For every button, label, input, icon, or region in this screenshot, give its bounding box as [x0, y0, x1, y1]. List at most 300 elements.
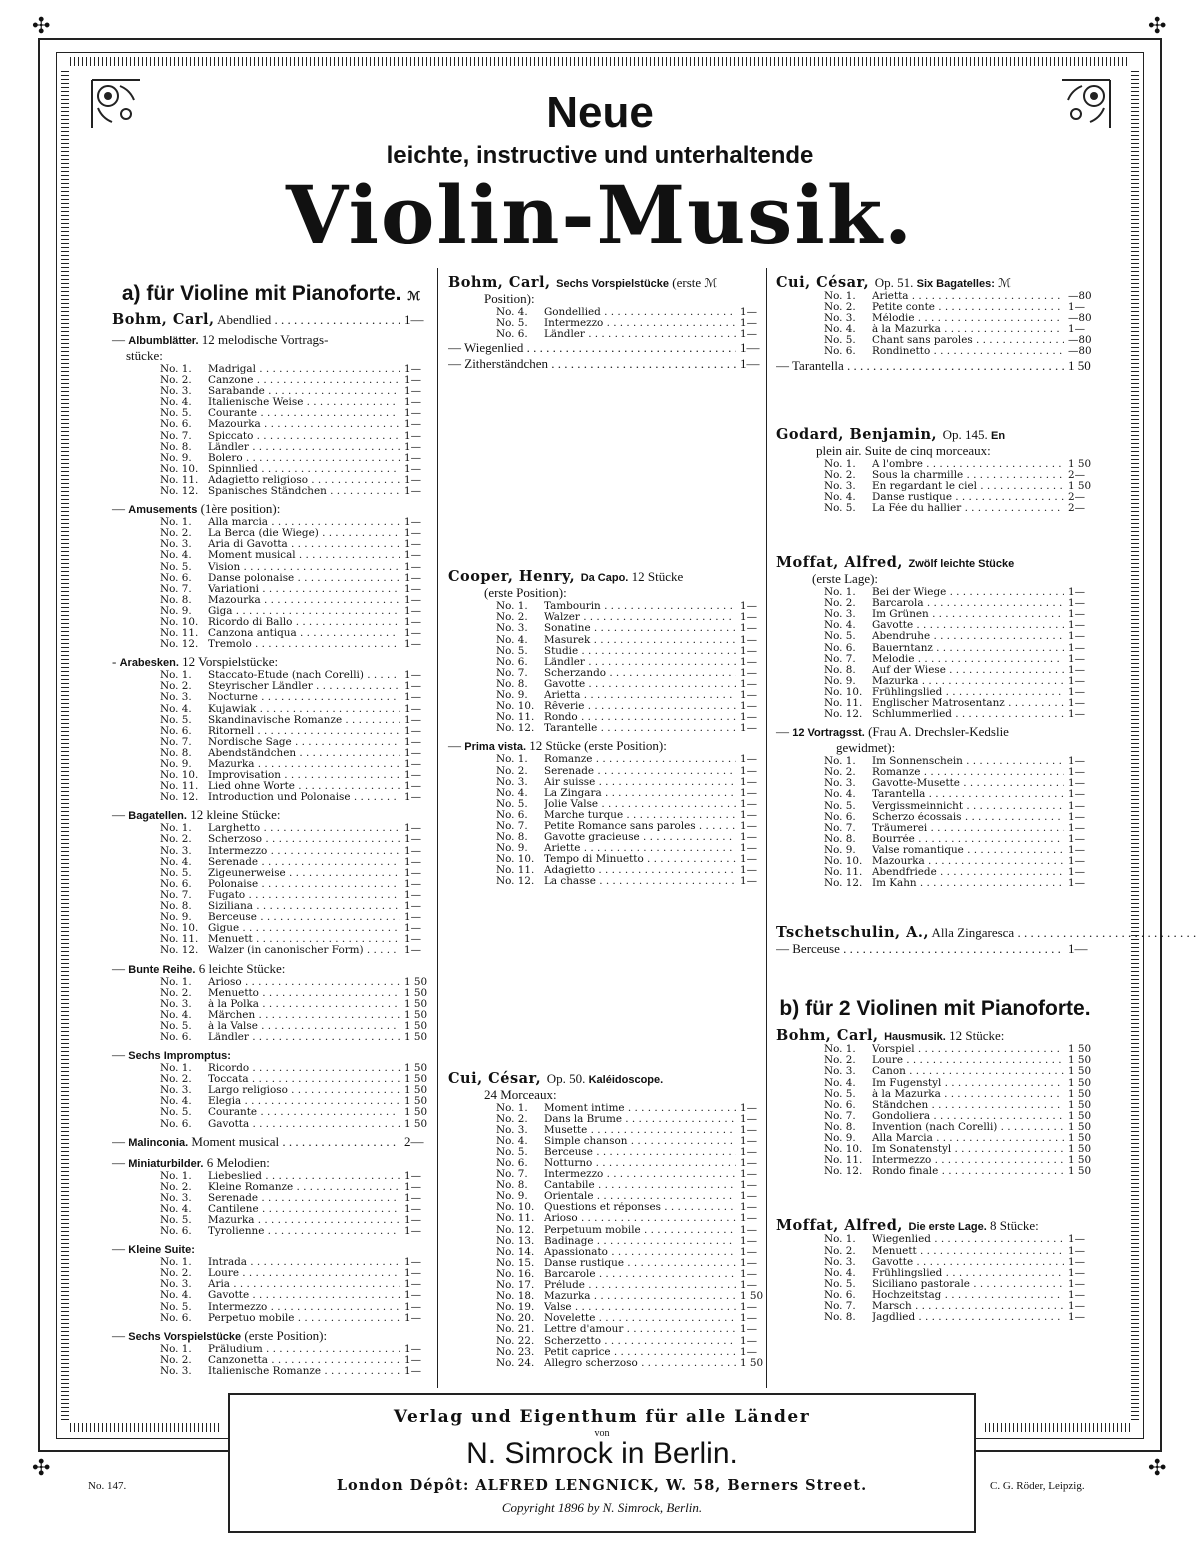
piece-number: No. 2. [496, 1112, 528, 1125]
piece-price: 1— [404, 363, 422, 375]
piece-title: Loure . . . [872, 1055, 1064, 1066]
piece-title: Scherzetto . . . [544, 1336, 736, 1347]
corner-ornament-icon: ✣ [32, 1456, 51, 1481]
piece-title: Serenade . . . [544, 766, 736, 777]
piece-number: No. 6. [160, 1225, 192, 1238]
title-neue: Neue [546, 88, 654, 137]
piece-number: No. 1. [824, 1043, 856, 1056]
piece-title: Intrada . . . [208, 1257, 400, 1268]
right-hatch-border [1131, 70, 1139, 1420]
piece-price: 1— [740, 1145, 758, 1158]
piece-item [776, 878, 1094, 889]
piece-number: No. 22. [496, 1334, 535, 1347]
piece-item [112, 692, 430, 703]
piece-price: 1 50 [1068, 1132, 1092, 1145]
piece-price: 1— [740, 700, 758, 713]
piece-number: No. 5. [160, 713, 192, 726]
piece-number: No. 3. [160, 1278, 192, 1291]
piece-number: No. 5. [160, 1019, 192, 1032]
piece-number: No. 7. [160, 735, 192, 748]
piece-item [776, 1246, 1094, 1257]
piece-title: Alla Marcia . . . [872, 1133, 1064, 1144]
piece-title: Tempo di Minuetto . . . [544, 854, 736, 865]
piece-item [448, 635, 766, 646]
piece-price: 1 50 [404, 1084, 428, 1097]
piece-price: 1— [404, 1300, 422, 1313]
piece-title: Intermezzo . . . [208, 1302, 400, 1313]
piece-item [776, 631, 1094, 642]
piece-title: Intermezzo . . . [872, 1155, 1064, 1166]
piece-number: No. 5. [496, 797, 528, 810]
piece-title: Giga . . . [208, 606, 400, 617]
piece-number: No. 13. [496, 1234, 535, 1247]
piece-title: Präludium . . . [208, 1344, 400, 1355]
piece-title: Rondo finale . . . [872, 1166, 1064, 1177]
piece-title: Loure . . . [208, 1268, 400, 1279]
piece-number: No. 4. [496, 306, 528, 318]
piece-price: 1— [404, 571, 422, 584]
piece-title: Rêverie . . . [544, 701, 736, 712]
piece-price: 1— [1068, 1299, 1086, 1312]
piece-price: 1 50 [1068, 457, 1092, 470]
piece-title: Improvisation . . . [208, 770, 400, 781]
piece-item [112, 945, 430, 956]
piece-price: 1 50 [404, 1008, 428, 1021]
piece-number: No. 10. [824, 685, 863, 698]
piece-price: 2— [1068, 501, 1086, 514]
piece-title: Introduction und Polonaise . . . [208, 792, 400, 803]
piece-number: No. 11. [824, 696, 863, 709]
composer-entry: Moffat, Alfred, Die erste Lage. 8 Stücke: [776, 1217, 1039, 1235]
piece-title: Intermezzo . . . [544, 318, 736, 329]
piece-number: No. 19. [496, 1301, 535, 1314]
piece-number: No. 7. [496, 1168, 528, 1181]
piece-title: Arietta . . . [544, 690, 736, 701]
piece-title: Bourrée . . . [872, 834, 1064, 845]
piece-item [448, 1103, 766, 1114]
piece-price: 1— [404, 407, 422, 420]
piece-list [112, 517, 430, 650]
piece-title: Mazourka . . . [208, 419, 400, 430]
piece-number: No. 5. [824, 501, 856, 514]
piece-number: No. 2. [160, 986, 192, 999]
piece-price: 1— [1068, 766, 1086, 779]
piece-price: 1— [740, 853, 758, 866]
piece-number: No. 5. [496, 317, 528, 330]
piece-item [776, 643, 1094, 654]
piece-number: No. 3. [160, 691, 192, 704]
piece-list [448, 1103, 766, 1369]
piece-price: 1— [1068, 323, 1086, 336]
piece-price: 1— [740, 1323, 758, 1336]
piece-price: 1— [404, 1202, 422, 1215]
piece-title: Sonatine . . . [544, 623, 736, 634]
piece-price: 1— [740, 1279, 758, 1292]
piece-title: Spinnlied . . . [208, 464, 400, 475]
piece-price: 1— [404, 1256, 422, 1269]
piece-price: 1— [1068, 630, 1086, 643]
piece-price: 1— [740, 864, 758, 877]
piece-price: 1 50 [404, 1062, 428, 1075]
piece-number: No. 10. [496, 1201, 535, 1214]
piece-number: No. 5. [160, 1300, 192, 1313]
piece-title: Ländler . . . [208, 1032, 400, 1043]
piece-price: 1— [404, 429, 422, 442]
piece-item [776, 789, 1094, 800]
piece-price: 1— [1068, 821, 1086, 834]
piece-item [776, 346, 1094, 357]
piece-price: 1— [740, 1134, 758, 1147]
piece-title: Träumerei . . . [872, 823, 1064, 834]
piece-title: Masurek . . . [544, 635, 736, 646]
piece-item [776, 1312, 1094, 1323]
piece-number: No. 2. [160, 1073, 192, 1086]
piece-title: Tyrolienne . . . [208, 1226, 400, 1237]
piece-price: 1— [740, 1301, 758, 1314]
piece-price: 1— [740, 1345, 758, 1358]
piece-price: 1— [404, 593, 422, 606]
piece-title: Romanze . . . [872, 767, 1064, 778]
piece-price: 1— [1068, 1277, 1086, 1290]
piece-item [776, 503, 1094, 514]
piece-price: 1— [404, 769, 422, 782]
piece-price: 1— [740, 711, 758, 724]
piece-title: Gavotte-Musette . . . [872, 778, 1064, 789]
piece-title: Rondinetto . . . [872, 346, 1064, 357]
work-entry: — Wiegenlied . . . 1— [448, 340, 766, 356]
piece-title: Canon . . . [872, 1066, 1064, 1077]
piece-title: à la Polka . . . [208, 999, 400, 1010]
piece-number: No. 6. [496, 655, 528, 668]
corner-ornament-icon: ✣ [32, 14, 51, 39]
piece-number: No. 5. [824, 334, 856, 347]
piece-title: Frühlingslied . . . [872, 687, 1064, 698]
piece-number: No. 7. [160, 429, 192, 442]
piece-title: Im Sonatenstyl . . . [872, 1144, 1064, 1155]
piece-title: Danse rustique . . . [872, 492, 1064, 503]
piece-title: Märchen . . . [208, 1010, 400, 1021]
piece-price: 1— [740, 1179, 758, 1192]
piece-list [112, 823, 430, 956]
piece-title: Tremolo . . . [208, 639, 400, 650]
piece-title: Spiccato . . . [208, 431, 400, 442]
piece-price: 1 50 [1068, 1043, 1092, 1056]
piece-number: No. 15. [496, 1256, 535, 1269]
piece-price: 1— [740, 1245, 758, 1258]
piece-number: No. 10. [496, 853, 535, 866]
piece-title: Studie . . . [544, 646, 736, 657]
piece-title: Courante . . . [208, 1107, 400, 1118]
piece-item [112, 1290, 430, 1301]
piece-price: 1— [1068, 755, 1086, 768]
piece-price: 1— [740, 600, 758, 613]
piece-title: Aria . . . [208, 1279, 400, 1290]
piece-price: 1— [740, 808, 758, 821]
piece-title: Valse romantique . . . [872, 845, 1064, 856]
piece-price: 1— [740, 1112, 758, 1125]
piece-title: Vorspiel . . . [872, 1044, 1064, 1055]
piece-price: 1— [1068, 1311, 1086, 1324]
work-entry: — Zitherständchen . . . 1— [448, 356, 766, 372]
piece-title: Serenade . . . [208, 857, 400, 868]
piece-number: No. 18. [496, 1290, 535, 1303]
piece-number: No. 12. [160, 638, 199, 651]
piece-number: No. 6. [160, 1030, 192, 1043]
piece-number: No. 7. [496, 819, 528, 832]
piece-list [776, 291, 1094, 358]
piece-title: Variationi . . . [208, 584, 400, 595]
piece-title: Jolie Valse . . . [544, 799, 736, 810]
piece-title: Vision . . . [208, 562, 400, 573]
piece-item [112, 977, 430, 988]
piece-price: 1— [1068, 810, 1086, 823]
piece-item [448, 754, 766, 765]
section-b-heading: b) für 2 Violinen mit Pianoforte. [779, 997, 1091, 1021]
piece-number: No. 5. [160, 866, 192, 879]
title-subtitle: leichte, instructive und unterhaltende [386, 142, 814, 169]
piece-title: A l'ombre . . . [872, 459, 1064, 470]
piece-title: à la Valse . . . [208, 1021, 400, 1032]
piece-title: Prélude . . . [544, 1280, 736, 1291]
piece-title: Walzer . . . [544, 612, 736, 623]
piece-number: No. 2. [824, 766, 856, 779]
piece-item [112, 562, 430, 573]
piece-number: No. 3. [496, 775, 528, 788]
piece-title: Zigeunerweise . . . [208, 868, 400, 879]
piece-title: Adagietto . . . [544, 865, 736, 876]
column-3: Cui, César, Op. 51. Six Bagatelles: ℳ No. 1. Arietta . . . —80 No. 2. Petite conte . . . 1— No. 3. Mélodie . . . —80 No. 4. à la Mazurka . . . 1— No. 5. Chant sans paroles . . . —80 No. 6. Rondinetto . . . —80 — Tarantella . . . 1 50 Godard, Benjamin, Op. 145. En plein air. Suite de cinq morceaux: No. 1. A l'ombre . . . 1 50 No. 2. Sous la charmille . . . 2— No. 3. En regardant le ciel . . . 1 50 No. 4. Danse rustique . . . 2— No. 5. La Fée du hallier . . . 2— Moffat, Alfred, Zwölf leichte Stücke (erste Lage): No. 1. Bei der Wiege . . . 1— No. 2. Barcarola . . . 1— No. 3. Im Grünen . . . 1— No. 4. Gavotte . . . 1— No. 5. Abendruhe . . . 1— No. 6. Bauerntanz . . . 1— No. 7. Melodie . . . 1— No. 8. Auf der Wiese . . . 1— No. 9. Mazurka . . . 1— No. 10. Frühlingslied . . . 1— No. 11. Englischer Matrosentanz . . . 1— No. 12. Schlummerlied . . . 1— — 12 Vortragsst. (Frau A. Drechsler-Kedslie gewidmet): No. 1. Im Sonnenschein . . . 1— No. 2. Romanze . . . 1— No. 3. Gavotte-Musette . . . 1— No. 4. Tarantella . . . 1— No. 5. Vergissmeinnicht . . . 1— No. 6. Scherzo écossais . . . 1— No. 7. Träumerei . . . 1— No. 8. Bourrée . . . 1— No. 9. Valse romantique . . . 1— No. 10. Mazourka . . . 1— No. 11. Abendfriede . . . 1— No. 12. Im Kahn . . . 1— Tschetschulin, A., Alla Zingaresca . . . — Berceuse . . . 1— b) für 2 Violinen mit Pianoforte. Bohm, Carl, Hausmusik. 12 Stücke: No. 1. Vorspiel . . . 1 50 No. 2. Loure . . . 1 50 No. 3. Canon . . . 1 50 No. 4. Im Fugenstyl . . . 1 50 No. 5. à la Mazurka . . . 1 50 No. 6. Ständchen . . . 1 50 No. 7. Gondoliera . . . 1 50 No. 8. Invention (nach Corelli) . . . 1 50 No. 9. Alla Marcia . . . 1 50 No. 10. Im Sonatenstyl . . . 1 50 No. 11. Intermezzo . . . 1 50 No. 12. Rondo finale . . . 1 50 Moffat, Alfred, Die erste Lage. 8 Stücke: No. 1. Wiegenlied . . . 1— No. 2. Menuett . . . 1— No. 3. Gavotte . . . 1— No. 4. Frühlingslied . . . 1— No. 5. Siciliano pastorale . . . 1— No. 6. Hochzeitstag . . . 1— No. 7. Marsch . . . 1— No. 8. Jagdlied . . . 1— [776, 270, 1094, 1323]
piece-item [112, 1313, 430, 1324]
piece-number: No. 3. [496, 1123, 528, 1136]
piece-number: No. 4. [160, 396, 192, 409]
piece-title: Scherzoso . . . [208, 834, 400, 845]
piece-price: 1— [1068, 696, 1086, 709]
work-heading: — Prima vista. 12 Stücke (erste Position): [448, 738, 667, 754]
piece-number: No. 12. [496, 1223, 535, 1236]
piece-item [112, 1119, 430, 1130]
piece-number: No. 4. [160, 702, 192, 715]
publisher-rights: Verlag und Eigenthum für alle Länder [393, 1407, 811, 1427]
piece-list [112, 977, 430, 1044]
piece-price: 1— [404, 855, 422, 868]
piece-title: Invention (nach Corelli) . . . [872, 1122, 1064, 1133]
work-heading: — Bagatellen. 12 kleine Stücke: [112, 807, 281, 823]
piece-price: 1— [740, 1256, 758, 1269]
piece-price: 1— [404, 713, 422, 726]
work-entry: Tschetschulin, A., Alla Zingaresca . . . [776, 925, 1094, 941]
piece-price: 1— [740, 689, 758, 702]
piece-number: No. 4. [160, 549, 192, 562]
piece-number: No. 4. [824, 619, 856, 632]
piece-price: 1— [740, 633, 758, 646]
piece-list [112, 1171, 430, 1238]
piece-item [448, 1358, 766, 1369]
piece-item [776, 1066, 1094, 1077]
piece-price: 1— [404, 1191, 422, 1204]
copyright-notice: Copyright 1896 by N. Simrock, Berlin. [501, 1500, 703, 1515]
piece-price: 1— [404, 1311, 422, 1324]
piece-title: Kleine Romanze . . . [208, 1182, 400, 1193]
piece-number: No. 3. [160, 538, 192, 551]
piece-price: 1— [404, 1364, 422, 1377]
piece-list [448, 601, 766, 734]
piece-price: 1— [1068, 788, 1086, 801]
work-entry: — Berceuse . . . 1— [776, 941, 1094, 957]
piece-price: 1— [740, 1234, 758, 1247]
piece-number: No. 4. [160, 1289, 192, 1302]
piece-title: Aria di Gavotta . . . [208, 539, 400, 550]
piece-number: No. 10. [160, 922, 199, 935]
composer-name: Bohm, Carl, [112, 312, 215, 328]
piece-number: No. 2. [496, 764, 528, 777]
piece-price: 1— [740, 655, 758, 668]
piece-number: No. 6. [160, 877, 192, 890]
piece-price: 1— [740, 842, 758, 855]
piece-price: —80 [1068, 312, 1092, 325]
piece-title: Perpetuum mobile . . . [544, 1225, 736, 1236]
piece-title: Walzer (in canonischer Form) . . . [208, 945, 400, 956]
piece-number: No. 9. [824, 1132, 856, 1145]
piece-item [448, 623, 766, 634]
bottom-hatch-border-left [70, 1423, 220, 1432]
piece-number: No. 11. [160, 473, 199, 486]
piece-number: No. 5. [160, 1106, 192, 1119]
piece-number: No. 5. [496, 1145, 528, 1158]
piece-title: Lied ohne Worte . . . [208, 781, 400, 792]
piece-number: No. 8. [160, 593, 192, 606]
piece-title: Mélodie . . . [872, 313, 1064, 324]
piece-title: Barcarole . . . [544, 1269, 736, 1280]
piece-number: No. 8. [496, 1179, 528, 1192]
piece-number: No. 4. [160, 855, 192, 868]
piece-number: No. 4. [824, 323, 856, 336]
composer-entry: Bohm, Carl, Hausmusik. 12 Stücke: [776, 1027, 1005, 1045]
piece-price: 1— [740, 1267, 758, 1280]
piece-number: No. 4. [496, 1134, 528, 1147]
piece-number: No. 1. [824, 457, 856, 470]
piece-price: 1— [404, 440, 422, 453]
piece-price: 1— [1068, 586, 1086, 599]
printer-credit: C. G. Röder, Leipzig. [990, 1480, 1085, 1492]
piece-price: 1 50 [1068, 1120, 1092, 1133]
piece-number: No. 6. [160, 418, 192, 431]
piece-list [112, 364, 430, 497]
piece-price: 1 50 [404, 1106, 428, 1119]
piece-title: Frühlingslied . . . [872, 1268, 1064, 1279]
piece-price: 1— [404, 1225, 422, 1238]
piece-number: No. 2. [824, 1244, 856, 1257]
piece-item [112, 704, 430, 715]
piece-number: No. 6. [160, 1311, 192, 1324]
piece-item [776, 709, 1094, 720]
piece-title: Berceuse . . . [208, 912, 400, 923]
piece-number: No. 2. [160, 1180, 192, 1193]
piece-title: Arioso . . . [544, 1213, 736, 1224]
piece-title: Apassionato . . . [544, 1247, 736, 1258]
piece-item [776, 1234, 1094, 1245]
piece-number: No. 9. [160, 911, 192, 924]
piece-title: Abendruhe . . . [872, 631, 1064, 642]
piece-price: 1— [404, 922, 422, 935]
piece-title: Bolero . . . [208, 453, 400, 464]
piece-item [448, 876, 766, 887]
piece-title: Barcarola . . . [872, 598, 1064, 609]
left-hatch-border [61, 70, 69, 1420]
piece-price: 1— [1068, 799, 1086, 812]
piece-title: Englischer Matrosentanz . . . [872, 698, 1064, 709]
piece-title: Moment intime . . . [544, 1103, 736, 1114]
piece-item [112, 639, 430, 650]
piece-number: No. 12. [496, 722, 535, 735]
piece-title: Mazurka . . . [208, 759, 400, 770]
piece-number: No. 1. [824, 586, 856, 599]
bottom-hatch-border-right [985, 1423, 1130, 1432]
piece-title: Sous la charmille . . . [872, 470, 1064, 481]
piece-price: 1— [404, 549, 422, 562]
piece-title: Notturno . . . [544, 1158, 736, 1169]
piece-price: 1— [404, 780, 422, 793]
piece-title: Siciliano pastorale . . . [872, 1279, 1064, 1290]
piece-item [448, 766, 766, 777]
piece-price: 1— [740, 797, 758, 810]
piece-title: Abendfriede . . . [872, 867, 1064, 878]
piece-price: 1— [404, 680, 422, 693]
piece-number: No. 1. [496, 1101, 528, 1114]
piece-number: No. 16. [496, 1267, 535, 1280]
piece-price: 1— [404, 669, 422, 682]
piece-number: No. 4. [496, 786, 528, 799]
piece-number: No. 7. [824, 821, 856, 834]
piece-list [776, 1044, 1094, 1177]
piece-number: No. 5. [160, 407, 192, 420]
piece-item [776, 1078, 1094, 1089]
piece-price: 2— [1068, 468, 1086, 481]
piece-title: Largo religioso . . . [208, 1085, 400, 1096]
piece-price: 1— [404, 844, 422, 857]
piece-price: 1 50 [404, 1030, 428, 1043]
piece-price: 1— [404, 691, 422, 704]
composer-entry: Bohm, Carl, Sechs Vorspielstücke (erste ℳ [448, 274, 718, 291]
work-heading: — Amusements (1ère position): [112, 501, 281, 517]
piece-price: 1 50 [1068, 1065, 1092, 1078]
piece-number: No. 8. [160, 746, 192, 759]
piece-price: 1 50 [1068, 479, 1092, 492]
piece-price: 1— [404, 451, 422, 464]
piece-number: No. 12. [824, 1165, 863, 1178]
piece-price: 1— [404, 1180, 422, 1193]
piece-title: Scherzando . . . [544, 668, 736, 679]
piece-title: Ricordo . . . [208, 1063, 400, 1074]
piece-price: 1— [740, 306, 758, 318]
piece-price: 1— [404, 374, 422, 387]
piece-price: 1— [1068, 1233, 1086, 1246]
piece-price: 1— [404, 527, 422, 540]
piece-title: Nocturne . . . [208, 692, 400, 703]
piece-price: 1— [740, 328, 758, 341]
piece-title: Ariette . . . [544, 843, 736, 854]
piece-title: Italienische Weise . . . [208, 397, 400, 408]
piece-item [112, 1107, 430, 1118]
piece-price: 1— [404, 462, 422, 475]
piece-price: 1— [404, 833, 422, 846]
piece-number: No. 1. [160, 975, 192, 988]
piece-number: No. 12. [160, 485, 199, 498]
column-2: Bohm, Carl, Sechs Vorspielstücke (erste ℳ Position): No. 4. Gondellied . . . 1— No. 5. Intermezzo . . . 1— No. 6. Ländler . . . 1— — Wiegenlied . . . 1— — Zitherständchen . . . 1— Cooper, Henry, Da Capo. 12 Stücke (erste Position): No. 1. Tambourin . . . 1— No. 2. Walzer . . . 1— No. 3. Sonatine . . . 1— No. 4. Masurek . . . 1— No. 5. Studie . . . 1— No. 6. Ländler . . . 1— No. 7. Scherzando . . . 1— No. 8. Gavotte . . . 1— No. 9. Arietta . . . 1— No. 10. Rêverie . . . 1— No. 11. Rondo . . . 1— No. 12. Tarantelle . . . 1— — Prima vista. 12 Stücke (erste Position): No. 1. Romanze . . . 1— No. 2. Serenade . . . 1— No. 3. Air suisse . . . 1— No. 4. La Zingara . . . 1— No. 5. Jolie Valse . . . 1— No. 6. Marche turque . . . 1— No. 7. Petite Romance sans paroles . . . 1— No. 8. Gavotte gracieuse . . . 1— No. 9. Ariette . . . 1— No. 10. Tempo di Minuetto . . . 1— No. 11. Adagietto . . . 1— No. 12. La chasse . . . 1— Cui, César, Op. 50. Kaléidoscope. 24 Morceaux: No. 1. Moment intime . . . 1— No. 2. Dans la Brume . . . 1— No. 3. Musette . . . 1— No. 4. Simple chanson . . . 1— No. 5. Berceuse . . . 1— No. 6. Notturno . . . 1— No. 7. Intermezzo . . . 1— No. 8. Cantabile . . . 1— No. 9. Orientale . . . 1— No. 10. Questions et réponses . . . 1— No. 11. Arioso . . . 1— No. 12. Perpetuum mobile . . . 1— No. 13. Badinage . . . 1— No. 14. Apassionato . . . 1— No. 15. Danse rustique . . . 1— No. 16. Barcarole . . . 1— No. 17. Prélude . . . 1— No. 18. Mazurka . . . 1 50 No. 19. Valse . . . 1— No. 20. Novelette . . . 1— No. 21. Lettre d'amour . . . 1— No. 22. Scherzetto . . . 1— No. 23. Petit caprice . . . 1— No. 24. Allegro scherzoso . . . 1 50 [448, 270, 766, 1369]
piece-price: 1— [1068, 1255, 1086, 1268]
piece-number: No. 1. [160, 1342, 192, 1355]
piece-number: No. 4. [496, 633, 528, 646]
piece-item [112, 1032, 430, 1043]
